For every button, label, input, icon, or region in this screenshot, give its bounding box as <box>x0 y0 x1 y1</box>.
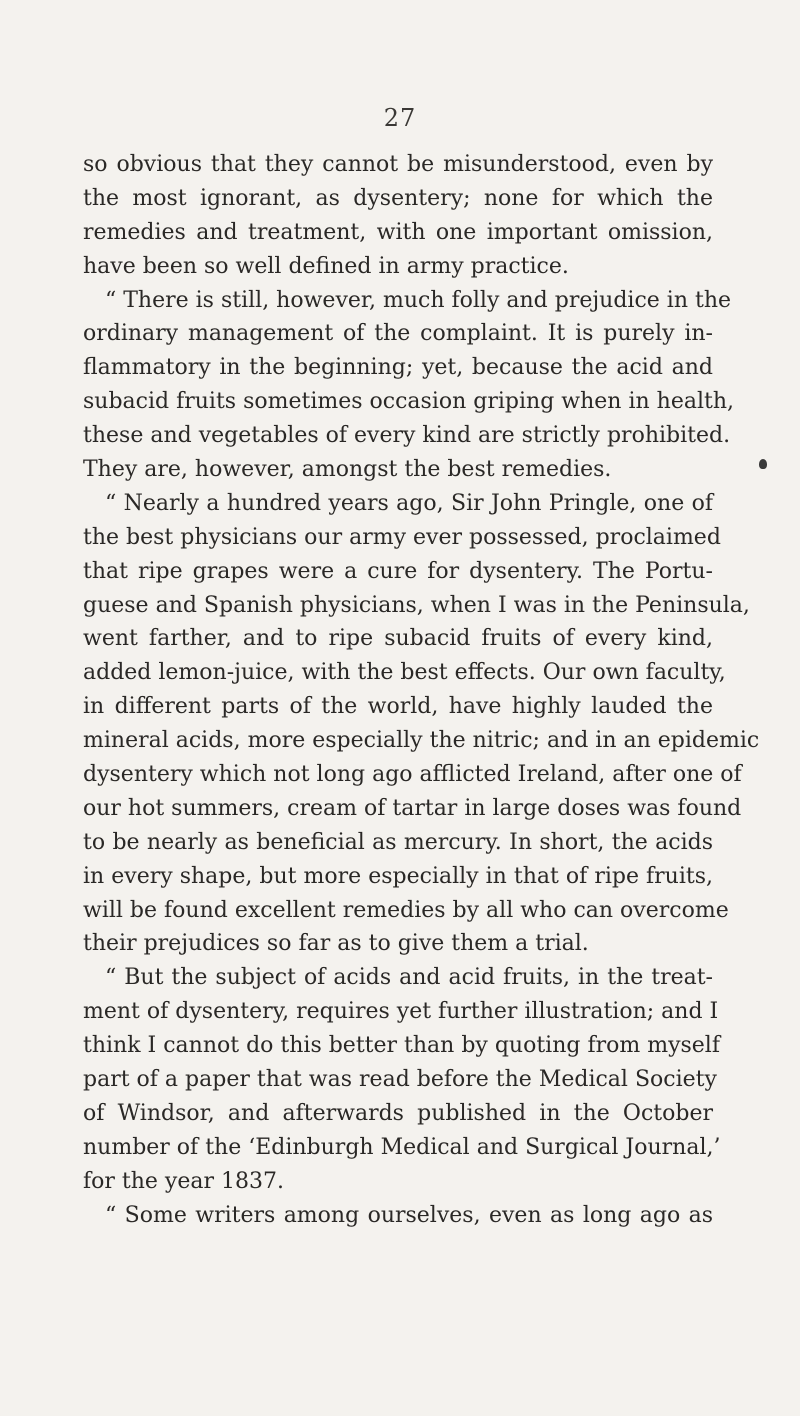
text-line: will be found excellent remedies by all who can overcome <box>83 897 729 923</box>
body-text <box>83 148 760 1233</box>
text-line: the best physicians our army ever possessed, proclaimed <box>83 524 721 550</box>
text-line: so obvious that they cannot be misunderstood, even by <box>83 152 713 177</box>
text-line: these and vegetables of every kind are strictly prohibited. <box>83 423 731 449</box>
text-line: our hot summers, cream of tartar in large doses was found <box>83 795 742 821</box>
text-line: that ripe grapes were a cure for dysentery. The Portu- <box>83 558 713 584</box>
text-line: “ There is still, however, much folly and prejudice in the <box>105 287 732 313</box>
page-number: 27 <box>383 104 417 132</box>
text-line: guese and Spanish physicians, when I was in the Peninsula, <box>83 592 750 618</box>
text-line: of Windsor, and afterwards published in the October <box>83 1100 713 1126</box>
text-line: part of a paper that was read before the Medical Society <box>83 1067 717 1093</box>
text-line: “ But the subject of acids and acid fruits, in the treat- <box>105 965 713 991</box>
text-line: in every shape, but more especially in that of ripe fruits, <box>83 863 713 889</box>
text-line: flammatory in the beginning; yet, because the acid and <box>83 355 713 381</box>
text-line: went farther, and to ripe subacid fruits of every kind, <box>83 626 713 652</box>
ink-blot-mark <box>759 459 767 469</box>
text-line: to be nearly as beneficial as mercury. In short, the acids <box>83 829 713 855</box>
text-line: subacid fruits sometimes occasion griping when in health, <box>83 389 734 415</box>
text-line: remedies and treatment, with one important omission, <box>83 219 713 245</box>
text-line: ment of dysentery, requires yet further illustration; and I <box>83 999 719 1025</box>
text-line: dysentery which not long ago afflicted Ireland, after one of <box>83 762 742 788</box>
text-line: their prejudices so far as to give them a trial. <box>83 931 589 957</box>
text-line: for the year 1837. <box>83 1168 284 1194</box>
text-line: the most ignorant, as dysentery; none for which the <box>83 185 713 211</box>
text-line: mineral acids, more especially the nitric; and in an epidemic <box>83 728 760 754</box>
text-line: They are, however, amongst the best remedies. <box>83 457 612 483</box>
text-line: “ Nearly a hundred years ago, Sir John Pringle, one of <box>105 490 713 516</box>
text-line: ordinary management of the complaint. It is purely in- <box>83 321 713 347</box>
text-line: number of the ‘Edinburgh Medical and Surgical Journal,’ <box>83 1134 721 1160</box>
text-line: added lemon-juice, with the best effects. Our own faculty, <box>83 660 726 686</box>
text-line: in different parts of the world, have highly lauded the <box>83 694 713 720</box>
text-line: “ Some writers among ourselves, even as long ago as <box>105 1202 713 1228</box>
text-line: have been so well defined in army practice. <box>83 253 569 279</box>
text-line: think I cannot do this better than by quoting from myself <box>83 1033 720 1059</box>
